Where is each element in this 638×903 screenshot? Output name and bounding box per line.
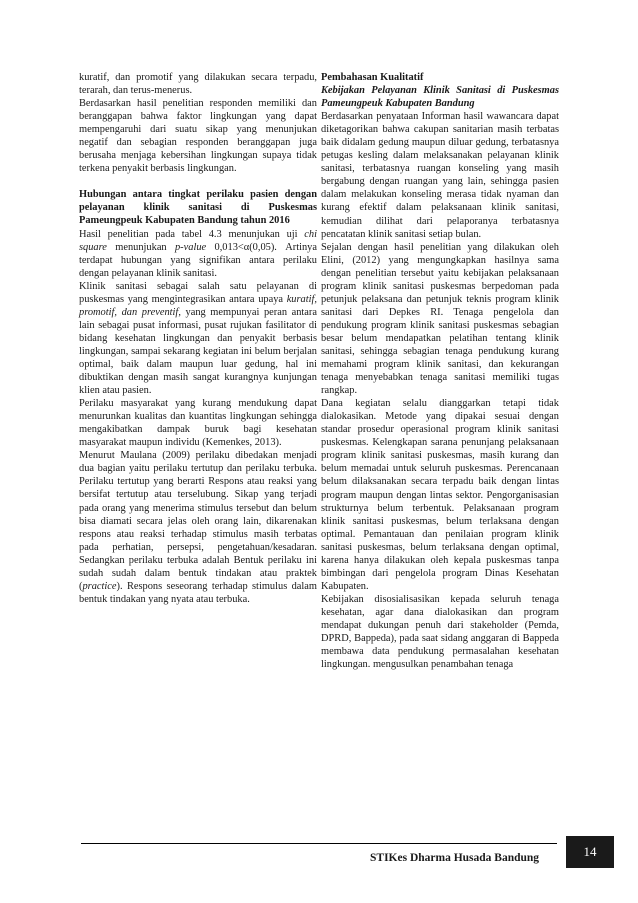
footer-divider <box>81 843 557 844</box>
paragraph: Klinik sanitasi sebagai salah satu pelayanan di puskesmas yang mengintegrasikan antara upaya kuratif, promotif, dan preventif, yang mempunyai peran antara lain sebagai pusat informasi, pusat rujukan fasilitator di bidang kesehatan lingkungan dan penyakit berbasis lingkungan, sampai sekarang kegiatan ini belum berjalan optimal, baik dalam maupun luar gedung, hal ini dibuktikan dengan masih sangat kurangnya kunjungan klien atau pasien. <box>79 280 317 397</box>
footer-institution: STIKes Dharma Husada Bandung <box>370 852 540 864</box>
paragraph: Perilaku masyarakat yang kurang mendukung dapat menurunkan kualitas dan kuantitas lingkungan sehingga mengakibatkan dampak buruk bagi kesehatan masyarakat maupun individu (Kemenkes, 2013). <box>79 398 317 449</box>
paragraph: Hasil penelitian pada tabel 4.3 menunjukan uji chi square menunjukan p-value 0,013<α(0,05). Artinya terdapat hubungan yang signifikan antara perilaku dengan pelayanan klinik sanitasi. <box>79 228 317 279</box>
paragraph: Menurut Maulana (2009) perilaku dibedakan menjadi dua bagian yaitu perilaku tertutup dan perilaku terbuka. Perilaku tertutup yang berarti Respons atau reaksi yang bersifat tertutup atau terselubung. Sikap yang terjadi pada orang yang menerima stimulus tersebut dan belum bisa diamati secara jelas oleh orang lain, dikarenakan respons atau reaksi terhadap stimulus masih terbatas pada perhatian, persepsi, pengetahuan/kesadaran. Sedangkan perilaku terbuka adalah Bentuk perilaku ini sudah sudah dalam bentuk tindakan atau praktek (practice). Respons seseorang terhadap stimulus dalam bentuk tindakan yang nyata atau terbuka. <box>79 450 317 605</box>
section-heading: Hubungan antara tingkat perilaku pasien dengan pelayanan klinik sanitasi di Puskesmas Pameungpeuk Kabupaten Bandung tahun 2016 <box>79 189 317 227</box>
right-column <box>321 71 559 671</box>
paragraph: Dana kegiatan selalu dianggarkan tetapi tidak dialokasikan. Metode yang dipakai sesuai dengan standar prosedur operasional program klinik sanitasi puskesmas. Kelengkapan sarana penunjang pelaksanaan program klinik sanitasi puskesmas, masih kurang dan belum memadai untuk seluruh puskesmas. Perencanaan belum dilaksanakan secara terpadu baik dengan lintas program maupun dengan lintas sektor. Pengorganisasian strukturnya belum terbentuk. Pelaksanaan program klinik sanitasi puskesmas, belum terlaksana dengan optimal. Pemantauan dan penilaian program klinik sanitasi puskesmas, belum terlaksana dengan optimal, karena hanya dilakukan oleh kepala puskesmas tanpa bimbingan dari pengelola program Dinas Kesehatan Kabupaten. <box>321 398 559 592</box>
section-title: Pembahasan Kualitatif <box>321 72 424 83</box>
page-number: 14 <box>566 836 614 868</box>
left-column <box>79 71 317 606</box>
paragraph: Kebijakan disosialisasikan kepada seluruh tenaga kesehatan, agar dana dialokasikan dan program mendapat dukungan penuh dari stakeholder (Pemda, DPRD, Bappeda), pada saat sidang anggaran di Bappeda membawa data pendukung permasalahan kesehatan lingkungan. mengusulkan penambahan tenaga <box>321 593 559 671</box>
subsection-heading: Kebijakan Pelayanan Klinik Sanitasi di Puskesmas Pameungpeuk Kabupaten Bandung <box>321 85 559 110</box>
paragraph: Sejalan dengan hasil penelitian yang dilakukan oleh Elini, (2012) yang mengungkapkan hasilnya sama dengan penelitian tersebut yaitu kebijakan pelaksanaan program klinik sanitasi puskesmas berpedoman pada petunjuk pelaksana dan petunjuk teknis program klinik sanitasi dari Depkes RI. Tenaga pengelola dan pendukung program klinik sanitasi puskesmas sebagian besar belum mendapatkan pelatihan tentang klinik sanitasi, sehingga sebagian tenaga pendukung kurang memahami program klinik sanitasi, dan kekurangan tenaga menyebabkan tenaga sanitasi memiliki tugas rangkap. <box>321 241 559 397</box>
paragraph: Berdasarkan hasil penelitian responden memiliki dan beranggapan bahwa faktor lingkungan yang dapat mempengaruhi dari suatu sikap yang menunjukan negatif dan sebagian responden beranggapan juga berusaha menjaga kebersihan lingkungan supaya tidak terkena penyakit berbasis lingkungan. <box>79 98 317 175</box>
paragraph: Berdasarkan penyataan Informan hasil wawancara dapat diketagorikan bahwa cakupan sanitarian masih terbatas baik didalam gedung maupun diluar gedung, terbatasnya petugas kesling dalam melaksanakan pelayanan klinik sanitasi, terbatasnya ruangan konseling yang masih bergabung dengan ruangan yang lain, sehingga pasien dalam melakukan konseling merasa tidak nyaman dan kurang efektif dalam pelaksanaan klinik sanitasi, kemudian dilihat dari pelaporanya terbatasnya pencatatan klinik sanitasi setiap bulan. <box>321 111 559 240</box>
paragraph: kuratif, dan promotif yang dilakukan secara terpadu, terarah, dan terus-menerus. <box>79 72 317 97</box>
